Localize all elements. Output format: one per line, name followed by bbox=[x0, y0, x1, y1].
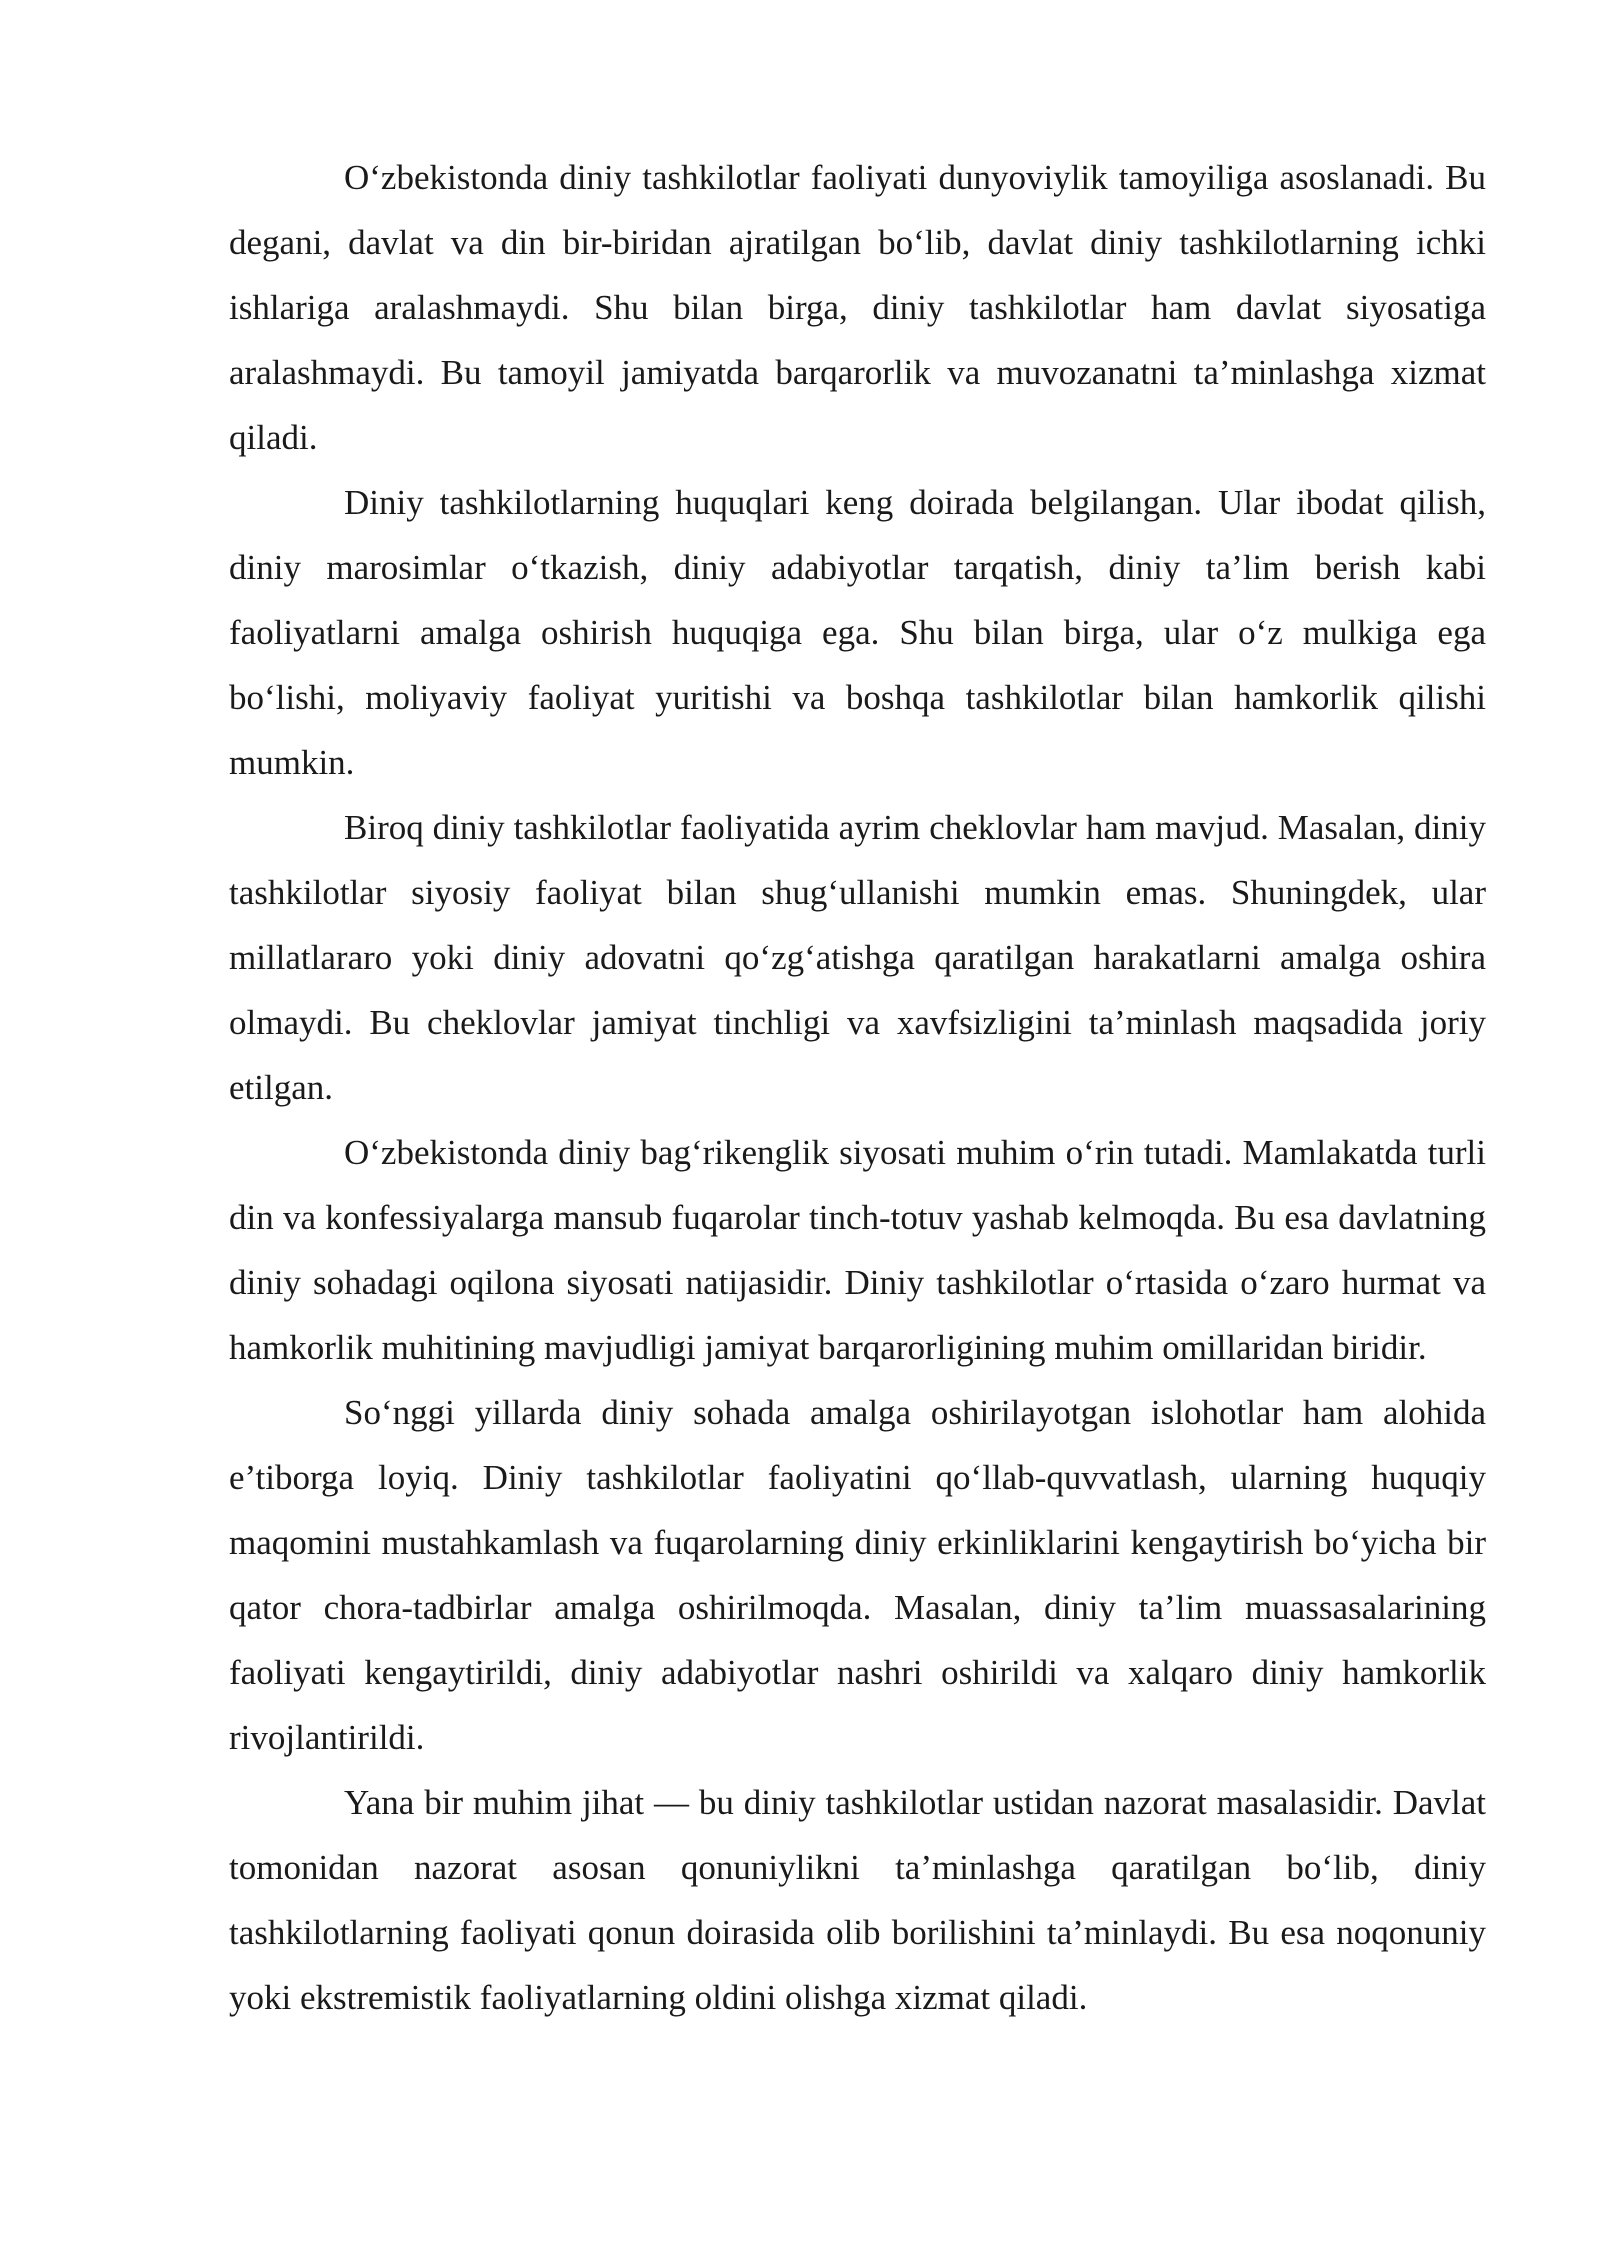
paragraph-6: Yana bir muhim jihat — bu diniy tashkilotlar ustidan nazorat masalasidir. Davlat tomonidan nazorat asosan qonuniylikni ta’minlashga qaratilgan bo‘lib, diniy tashkilotlarning faoliyati qonun doirasida olib borilishini ta’minlaydi. Bu esa noqonuniy yoki ekstremistik faoliyatlarning oldini olishga xizmat qiladi. bbox=[229, 1783, 1486, 2017]
paragraph-5: So‘nggi yillarda diniy sohada amalga oshirilayotgan islohotlar ham alohida e’tiborga loyiq. Diniy tashkilotlar faoliyatini qo‘llab-quvvatlash, ularning huquqiy maqomini mustahkamlash va fuqarolarning diniy erkinliklarini kengaytirish bo‘yicha bir qator chora-tadbirlar amalga oshirilmoqda. Masalan, diniy ta’lim muassasalarining faoliyati kengaytirildi, diniy adabiyotlar nashri oshirildi va xalqaro diniy hamkorlik rivojlantirildi. bbox=[229, 1393, 1486, 1757]
paragraph-2: Diniy tashkilotlarning huquqlari keng doirada belgilangan. Ular ibodat qilish, diniy marosimlar o‘tkazish, diniy adabiyotlar tarqatish, diniy ta’lim berish kabi faoliyatlarni amalga oshirish huquqiga ega. Shu bilan birga, ular o‘z mulkiga ega bo‘lishi, moliyaviy faoliyat yuritishi va boshqa tashkilotlar bilan hamkorlik qilishi mumkin. bbox=[229, 483, 1486, 782]
paragraph-4: O‘zbekistonda diniy bag‘rikenglik siyosati muhim o‘rin tutadi. Mamlakatda turli din va konfessiyalarga mansub fuqarolar tinch-totuv yashab kelmoqda. Bu esa davlatning diniy sohadagi oqilona siyosati natijasidir. Diniy tashkilotlar o‘rtasida o‘zaro hurmat va hamkorlik muhitining mavjudligi jamiyat barqarorligining muhim omillaridan biridir. bbox=[229, 1133, 1486, 1367]
paragraph-3: Biroq diniy tashkilotlar faoliyatida ayrim cheklovlar ham mavjud. Masalan, diniy tashkilotlar siyosiy faoliyat bilan shug‘ullanishi mumkin emas. Shuningdek, ular millatlararo yoki diniy adovatni qo‘zg‘atishga qaratilgan harakatlarni amalga oshira olmaydi. Bu cheklovlar jamiyat tinchligi va xavfsizligini ta’minlash maqsadida joriy etilgan. bbox=[229, 808, 1486, 1107]
document-page bbox=[229, 145, 1486, 2030]
paragraph-1: O‘zbekistonda diniy tashkilotlar faoliyati dunyoviylik tamoyiliga asoslanadi. Bu degani, davlat va din bir-biridan ajratilgan bo‘lib, davlat diniy tashkilotlarning ichki ishlariga aralashmaydi. Shu bilan birga, diniy tashkilotlar ham davlat siyosatiga aralashmaydi. Bu tamoyil jamiyatda barqarorlik va muvozanatni ta’minlashga xizmat qiladi. bbox=[229, 158, 1486, 457]
